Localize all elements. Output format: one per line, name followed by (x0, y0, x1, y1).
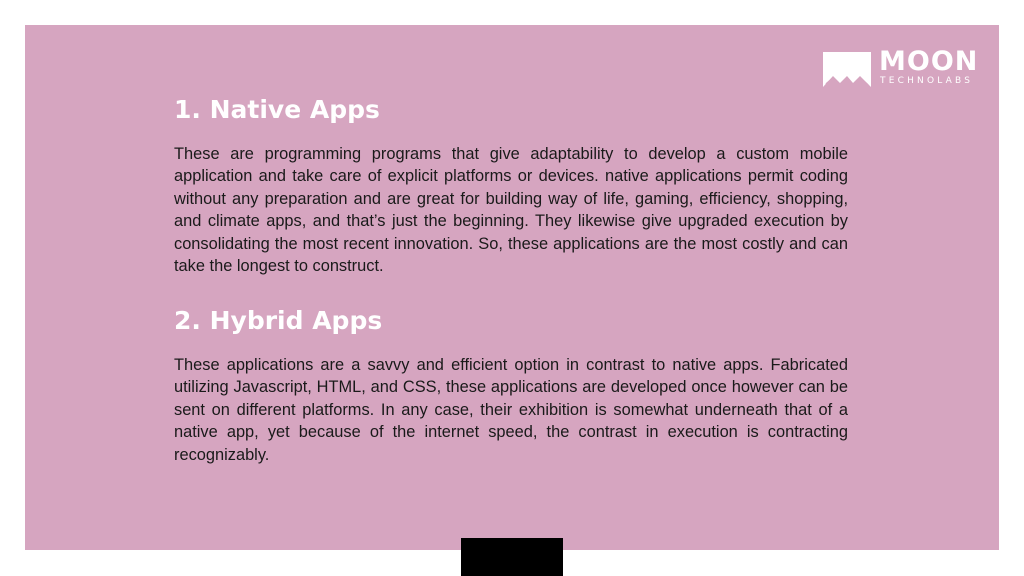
section-body-native-apps: These are programming programs that give adaptability to develop a custom mobile application and take care of explicit platforms or devices. native applications permit coding without any preparation and are great for building way of life, gaming, efficiency, shopping, and climate apps, and that’s just the beginning. They likewise give upgraded execution by consolidating the most recent innovation. So, these applications are the most costly and can take the longest to construct. (174, 145, 848, 276)
logo-tagline: TECHNOLABS (880, 76, 974, 86)
section-body-hybrid-apps: These applications are a savvy and efficient option in contrast to native apps. Fabricated utilizing Javascript, HTML, and CSS, these applications are developed once however can be sent on different platforms. In any case, their exhibition is somewhat underneath that of a native app, yet because of the internet speed, the contrast in execution is contracting recognizably. (174, 356, 848, 464)
section-heading-hybrid-apps: 2. Hybrid Apps (174, 306, 383, 335)
footer-black-block (461, 538, 563, 576)
mountain-logo-icon (822, 50, 872, 88)
slide-background (25, 25, 999, 550)
section-heading-native-apps: 1. Native Apps (174, 95, 380, 124)
logo-wordmark: MOON (879, 46, 979, 77)
moon-technolabs-logo (822, 48, 987, 90)
